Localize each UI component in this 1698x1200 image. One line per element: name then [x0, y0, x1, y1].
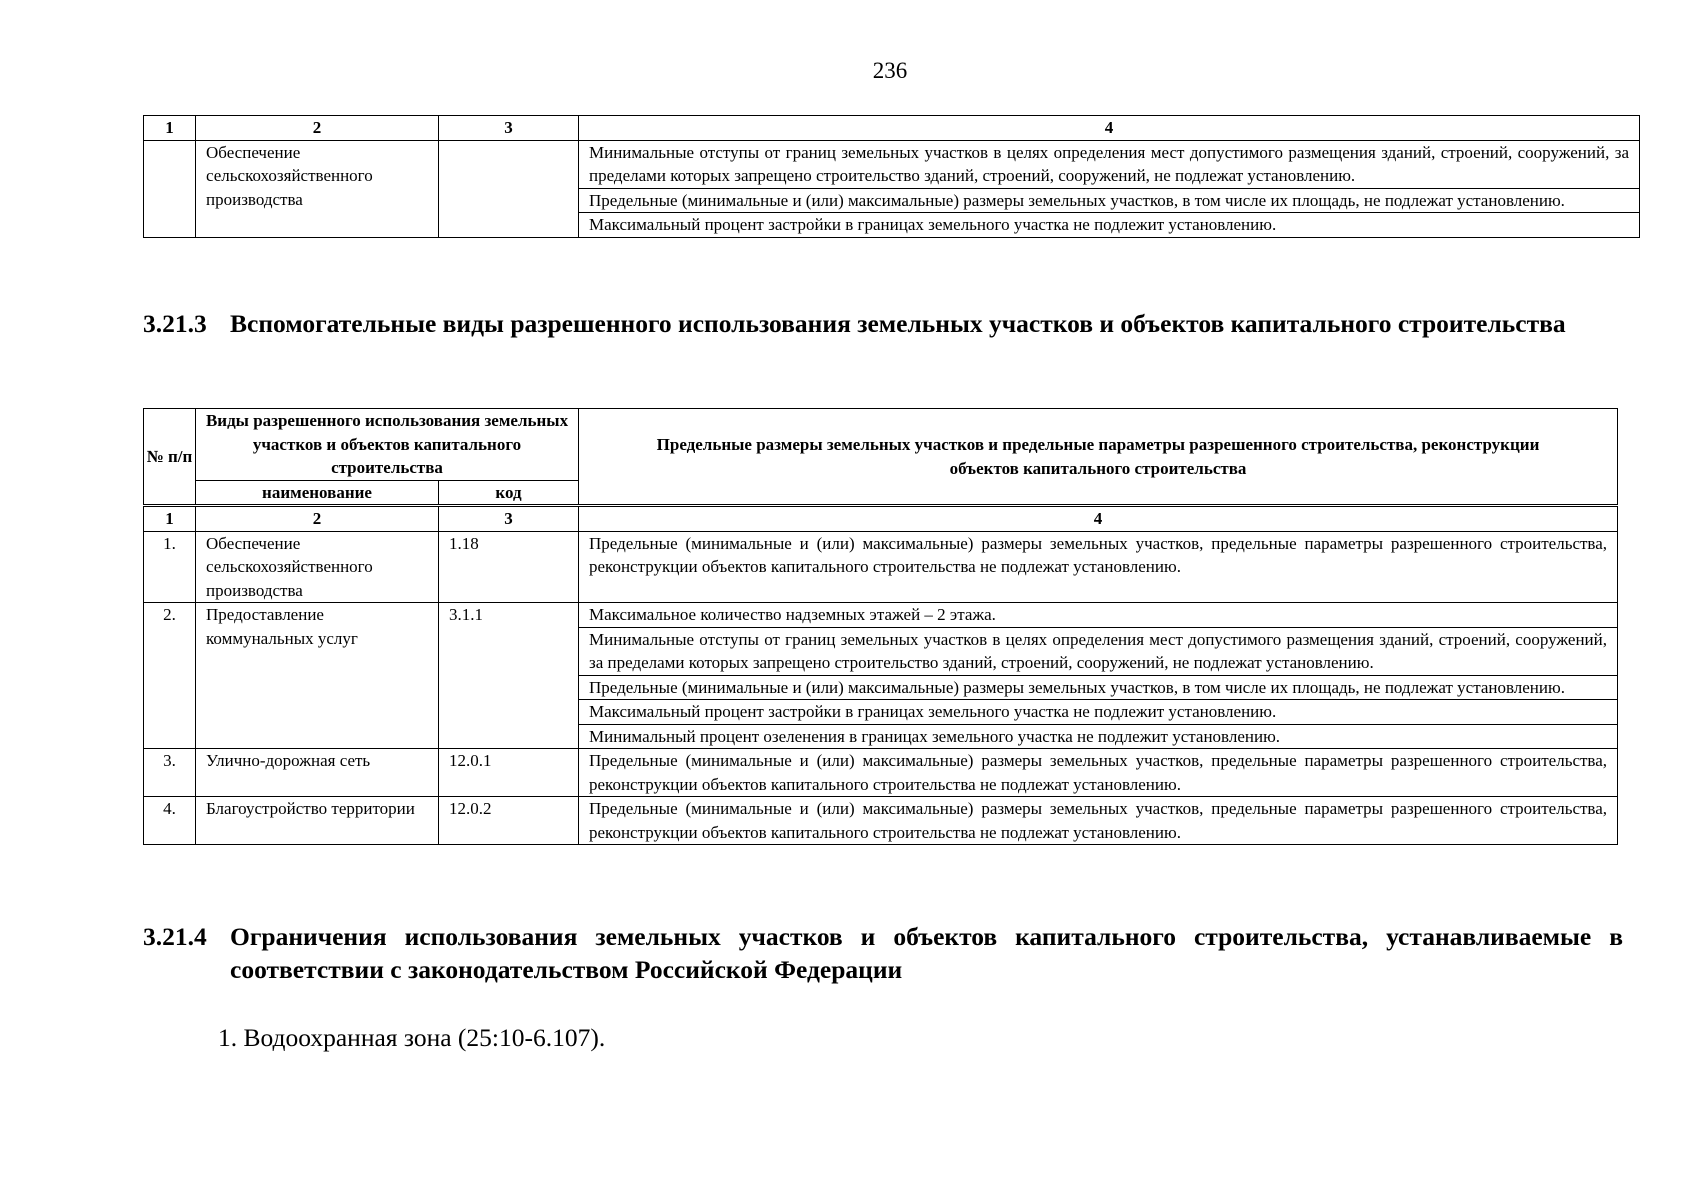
code-cell — [439, 140, 579, 237]
column-number: 1 — [144, 506, 196, 532]
use-name-cell: Улично-дорожная сеть — [196, 749, 439, 797]
code-cell: 1.18 — [439, 531, 579, 603]
section-heading-3-21-3 — [143, 308, 1623, 341]
row-number-cell: 4. — [144, 797, 196, 845]
section-number: 3.21.4 — [143, 922, 207, 951]
code-subheader: код — [439, 480, 579, 506]
param-cell: Максимальный процент застройки в границах земельного участка не подлежит установлению. — [579, 700, 1618, 725]
param-cell: Предельные (минимальные и (или) максимальные) размеры земельных участков, в том числе их площадь, не подлежат установлению. — [579, 188, 1640, 213]
column-number: 1 — [144, 116, 196, 141]
column-number: 4 — [579, 506, 1618, 532]
table-row — [144, 749, 1618, 797]
table-row — [144, 531, 1618, 603]
restriction-list-item: 1. Водоохранная зона (25:10-6.107). — [218, 1023, 606, 1052]
param-cell: Минимальный процент озеленения в границах земельного участка не подлежит установлению. — [579, 724, 1618, 749]
column-number: 3 — [439, 116, 579, 141]
code-cell: 12.0.2 — [439, 797, 579, 845]
column-number: 4 — [579, 116, 1640, 141]
page-number: 236 — [872, 58, 908, 83]
table-row — [144, 797, 1618, 845]
column-number: 3 — [439, 506, 579, 532]
code-cell: 12.0.1 — [439, 749, 579, 797]
code-cell: 3.1.1 — [439, 603, 579, 749]
row-number-cell: 2. — [144, 603, 196, 749]
param-cell: Максимальный процент застройки в границах земельного участка не подлежит установлению. — [579, 213, 1640, 238]
column-number-row — [144, 116, 1640, 141]
table-row — [144, 140, 1640, 188]
continuation-table — [143, 115, 1640, 238]
param-cell: Предельные (минимальные и (или) максимальные) размеры земельных участков, предельные параметры разрешенного строительства, реконструкции объектов капитального строительства не подлежат установлению. — [579, 531, 1618, 603]
section-title: Вспомогательные виды разрешенного использования земельных участков и объектов капитального строительства — [230, 309, 1566, 338]
row-number-cell: 1. — [144, 531, 196, 603]
section-heading-3-21-4 — [143, 921, 1623, 986]
name-subheader: наименование — [196, 480, 439, 506]
param-cell: Предельные (минимальные и (или) максимальные) размеры земельных участков, предельные параметры разрешенного строительства, реконструкции объектов капитального строительства не подлежат установлению. — [579, 749, 1618, 797]
table-row — [144, 603, 1618, 628]
section-title: Ограничения использования земельных участков и объектов капитального строительства, устанавливаемые в соответствии с законодательством Российской Федерации — [230, 922, 1623, 984]
use-name-cell: Обеспечение сельскохозяйственного производства — [196, 140, 439, 237]
use-name-cell: Обеспечение сельскохозяйственного производства — [196, 531, 439, 603]
table-header-row — [144, 409, 1618, 481]
use-name-cell: Предоставление коммунальных услуг — [196, 603, 439, 749]
use-types-header: Виды разрешенного использования земельных участков и объектов капитального строительства — [196, 409, 579, 481]
param-cell: Предельные (минимальные и (или) максимальные) размеры земельных участков, предельные параметры разрешенного строительства, реконструкции объектов капитального строительства не подлежат установлению. — [579, 797, 1618, 845]
param-cell: Минимальные отступы от границ земельных участков в целях определения мест допустимого размещения зданий, строений, сооружений, за пределами которых запрещено строительство зданий, строений, сооружений, не подлежат установлению. — [579, 140, 1640, 188]
section-number: 3.21.3 — [143, 309, 207, 338]
param-cell: Предельные (минимальные и (или) максимальные) размеры земельных участков, в том числе их площадь, не подлежат установлению. — [579, 675, 1618, 700]
param-cell: Максимальное количество надземных этажей – 2 этажа. — [579, 603, 1618, 628]
params-header: Предельные размеры земельных участков и предельные параметры разрешенного строительства, реконструкции объектов капитального строительства — [579, 409, 1618, 506]
column-number-row — [144, 506, 1618, 532]
auxiliary-uses-table — [143, 408, 1618, 845]
column-number: 2 — [196, 506, 439, 532]
num-header: № п/п — [144, 409, 196, 506]
row-number-cell: 3. — [144, 749, 196, 797]
column-number: 2 — [196, 116, 439, 141]
use-name-cell: Благоустройство территории — [196, 797, 439, 845]
row-number-cell — [144, 140, 196, 237]
param-cell: Минимальные отступы от границ земельных участков в целях определения мест допустимого размещения зданий, строений, сооружений, за пределами которых запрещено строительство зданий, строений, сооружений, не подлежат установлению. — [579, 627, 1618, 675]
